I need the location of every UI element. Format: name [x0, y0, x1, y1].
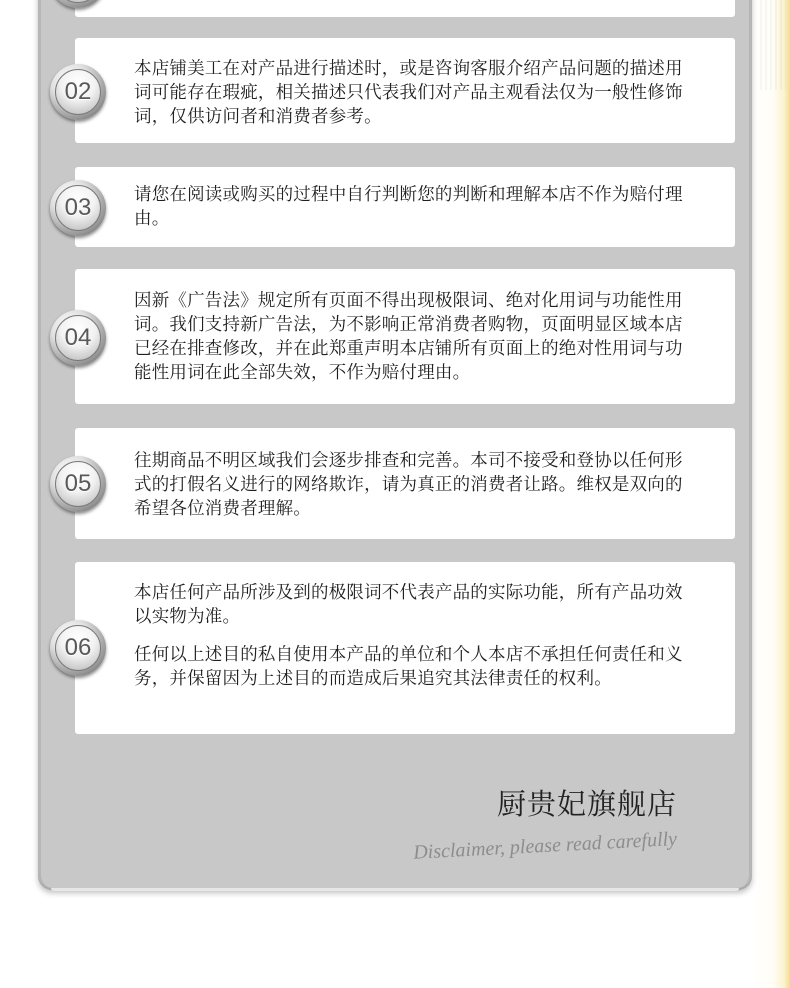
number-badge: [50, 456, 106, 512]
badge-number: 03: [55, 185, 101, 231]
badge-number: 05: [55, 461, 101, 507]
badge-number: 04: [55, 315, 101, 361]
badge-number: 06: [55, 625, 101, 671]
card-paragraph: 请您在阅读或购买的过程中自行判断您的判断和理解本店不作为赔付理由。: [134, 185, 683, 229]
card-text: [134, 449, 695, 521]
disclaimer-tagline: Disclaimer, please read carefully: [412, 828, 678, 864]
badge-number: 02: [55, 69, 101, 115]
card-text: [134, 57, 695, 129]
disclaimer-card: [75, 167, 735, 247]
card-paragraph: 因新《广告法》规定所有页面不得出现极限词、绝对化用词与功能性用词。我们支持新广告法，为不影响正常消费者购物，页面明显区域本店已经在排查修改，并在此郑重声明本店铺所有页面上的绝对性用词与功能性用词在此全部失效，不作为赔付理由。: [134, 291, 683, 383]
disclaimer-card: [75, 269, 735, 404]
disclaimer-card: [75, 38, 735, 143]
disclaimer-card: [75, 428, 735, 539]
card-paragraph: 本店铺美工在对产品进行描述时，或是咨询客服介绍产品问题的描述用词可能存在瑕疵，相关描述只代表我们对产品主观看法仅为一般性修饰词，仅供访问者和消费者参考。: [134, 59, 683, 127]
card-paragraph: 任何以上述目的私自使用本产品的单位和个人本店不承担任何责任和义务，并保留因为上述目的而造成后果追究其法律责任的权利。: [134, 645, 683, 689]
right-decorative-strip: [752, 0, 790, 988]
store-name: 厨贵妃旗舰店: [496, 787, 677, 821]
number-badge: [50, 310, 106, 366]
card-text: [134, 183, 695, 231]
card-paragraph: 本店任何产品所涉及到的极限词不代表产品的实际功能，所有产品功效以实物为准。: [134, 583, 683, 627]
number-badge: [50, 620, 106, 676]
disclaimer-card: [75, 562, 735, 734]
card-paragraph: 往期商品不明区域我们会逐步排查和完善。本司不接受和登协以任何形式的打假名义进行的网络欺诈，请为真正的消费者让路。维权是双向的希望各位消费者理解。: [134, 451, 683, 519]
number-badge: [50, 180, 106, 236]
card-text: [134, 581, 695, 691]
card-text: [134, 289, 695, 385]
number-badge: [50, 64, 106, 120]
disclaimer-card-partial: [75, 0, 735, 17]
